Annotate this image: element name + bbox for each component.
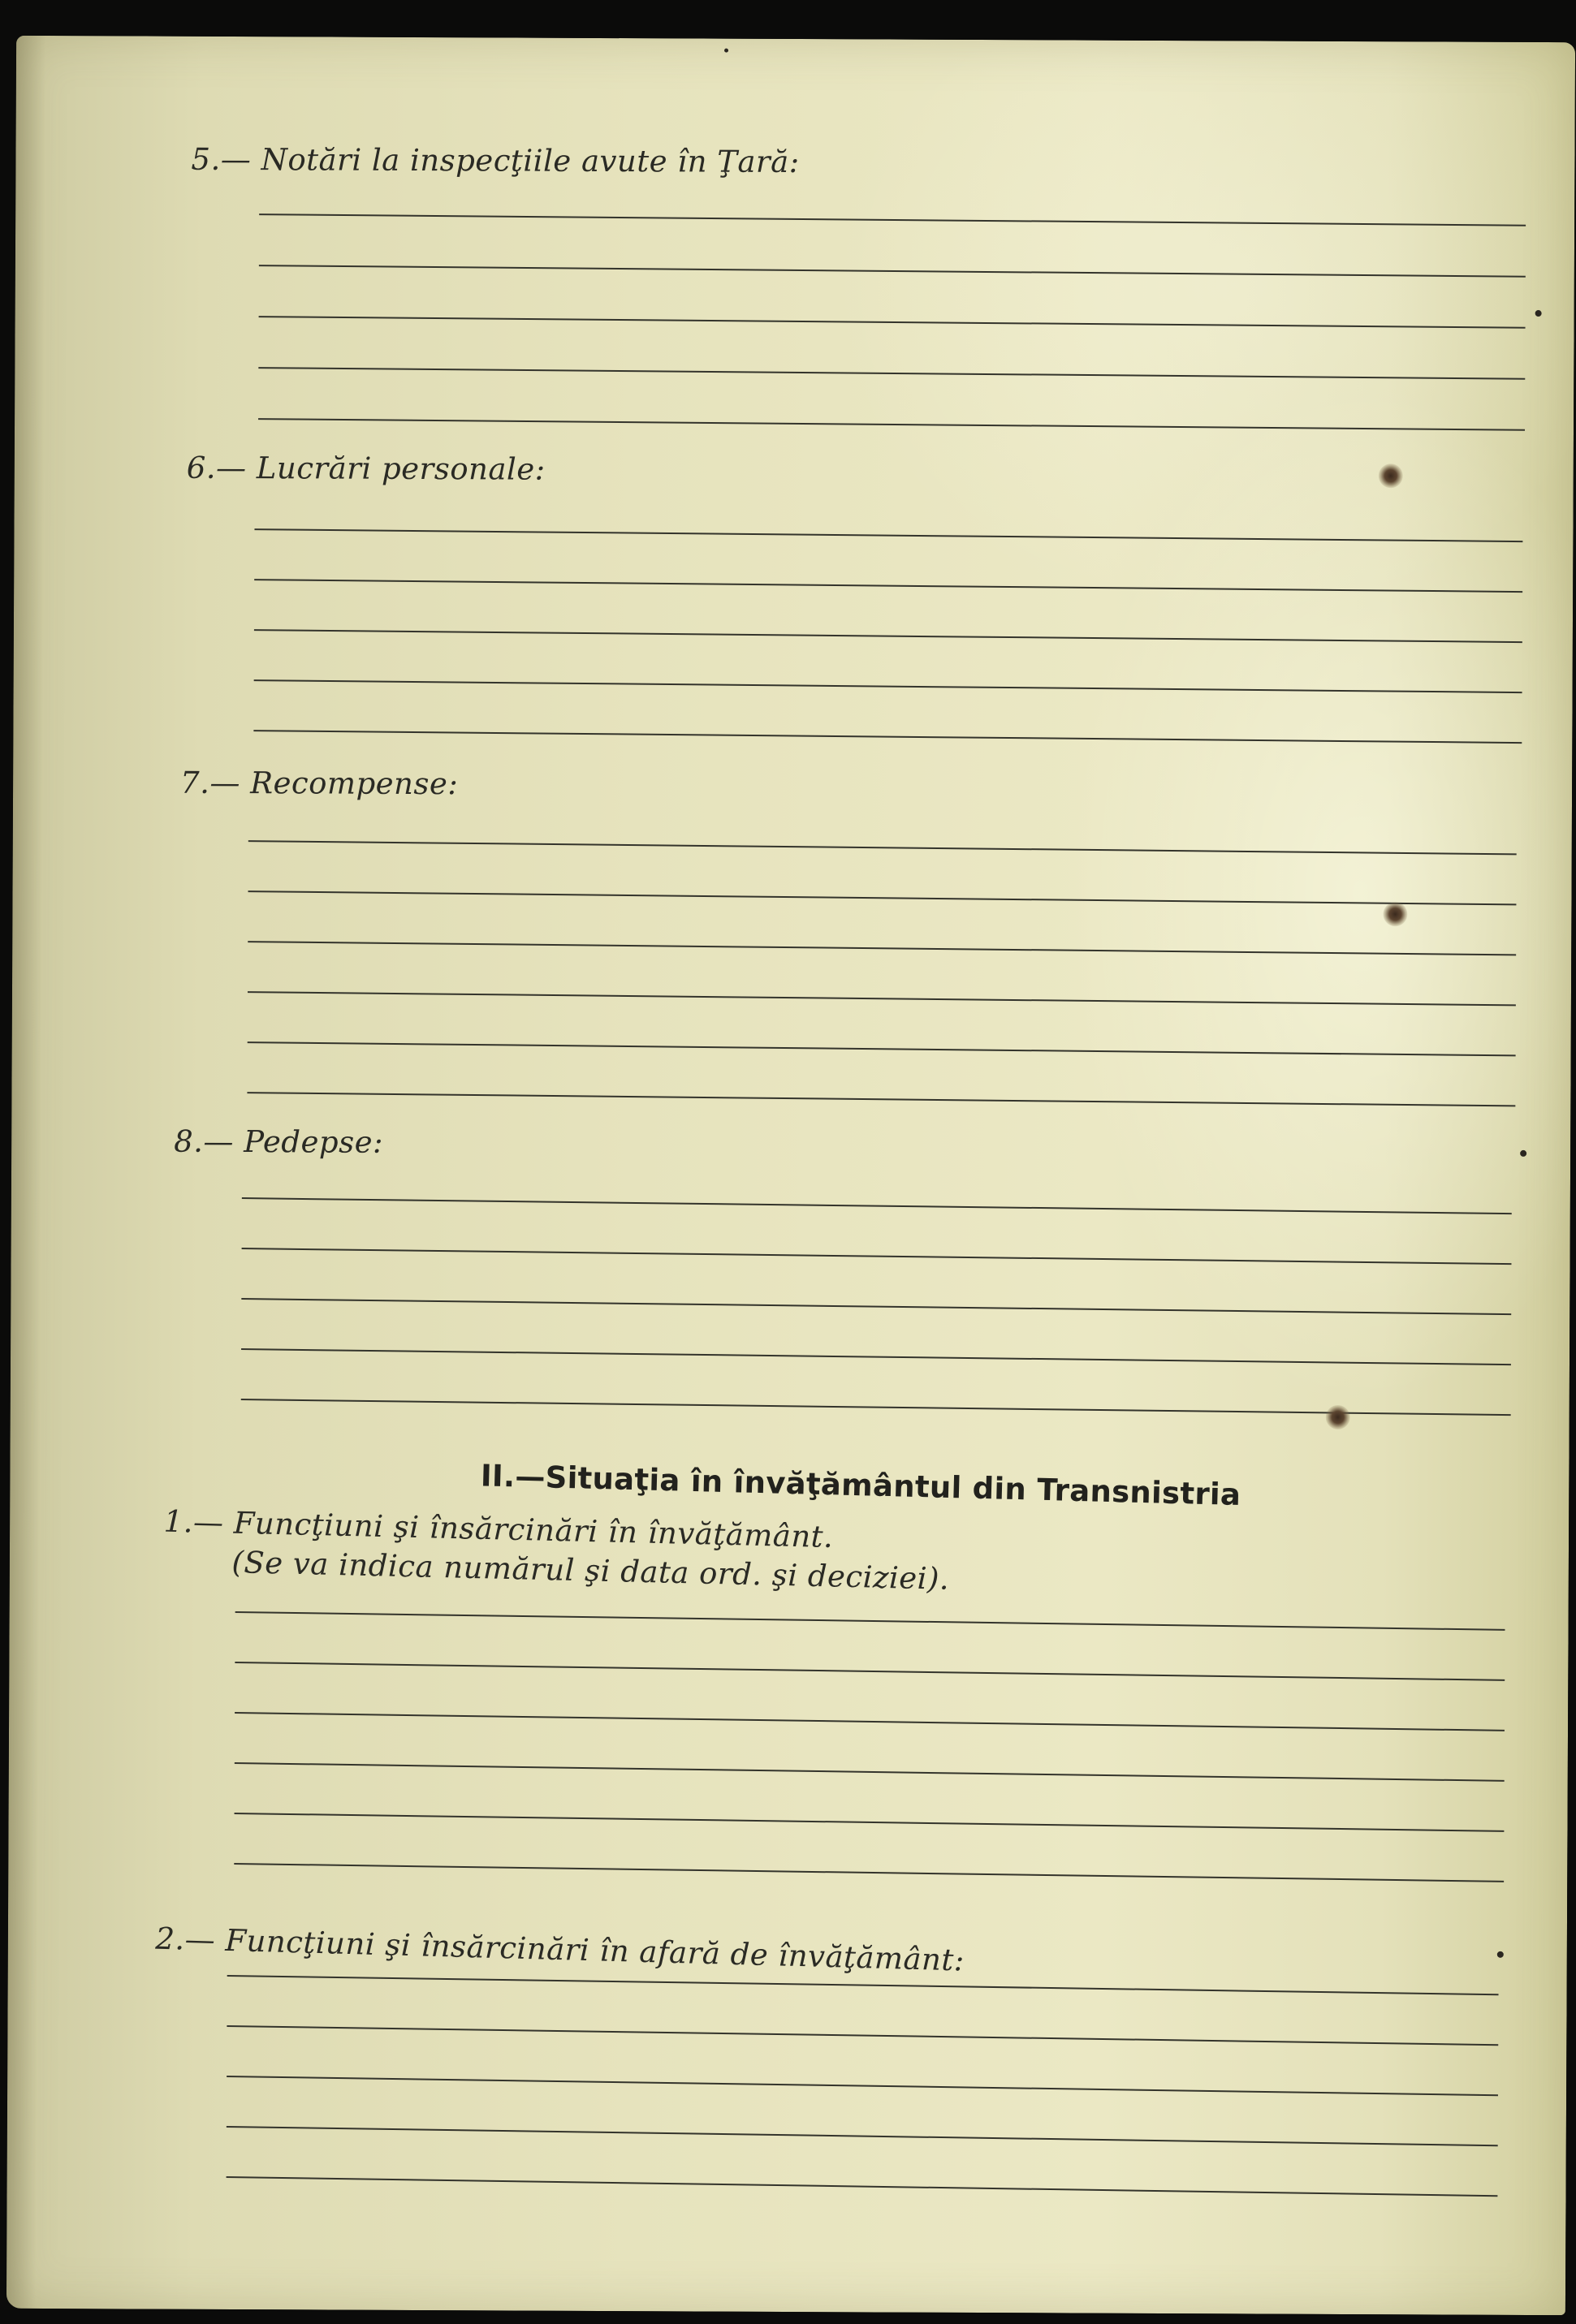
writing-line bbox=[259, 213, 1526, 226]
writing-line bbox=[254, 629, 1522, 643]
writing-line bbox=[235, 1813, 1505, 1832]
field-label-functiuni-invatamant: 1.— Funcţiuni şi însărcinări în învăţământ. bbox=[163, 1503, 834, 1555]
writing-line bbox=[227, 2126, 1498, 2146]
writing-line bbox=[253, 730, 1522, 744]
punch-hole bbox=[1383, 902, 1407, 926]
writing-line bbox=[248, 840, 1517, 855]
writing-line bbox=[248, 941, 1516, 955]
writing-line bbox=[259, 265, 1526, 278]
form-page bbox=[6, 36, 1575, 2315]
field-label-lucrari-personale: 6.— Lucrări personale: bbox=[186, 450, 546, 487]
writing-line bbox=[242, 1248, 1512, 1265]
writing-line bbox=[235, 1662, 1505, 1681]
section-heading-transnistria: II.—Situaţia în învăţământul din Transnistria bbox=[480, 1458, 1241, 1513]
writing-line bbox=[227, 2025, 1498, 2046]
field-label-recompense: 7.— Recompense: bbox=[180, 765, 459, 802]
paper-speck bbox=[1497, 1951, 1504, 1958]
paper-speck bbox=[724, 49, 728, 53]
punch-hole bbox=[1326, 1405, 1350, 1429]
field-label-functiuni-afara: 2.— Funcţiuni şi însărcinări în afară de învăţământ: bbox=[154, 1921, 965, 1978]
ruled-lines bbox=[16, 36, 1575, 42]
writing-line bbox=[242, 1197, 1512, 1214]
writing-line bbox=[234, 1863, 1504, 1882]
writing-line bbox=[254, 679, 1522, 693]
writing-line bbox=[235, 1611, 1505, 1631]
paper-speck bbox=[1535, 310, 1542, 317]
writing-line bbox=[241, 1348, 1511, 1365]
writing-line bbox=[258, 367, 1525, 380]
field-label-notari-inspectii: 5.— Notări la inspecţiile avute în Ţară: bbox=[191, 141, 800, 180]
writing-line bbox=[248, 991, 1516, 1006]
writing-line bbox=[241, 1298, 1511, 1315]
writing-line bbox=[227, 2076, 1498, 2096]
writing-line bbox=[241, 1399, 1511, 1416]
writing-line bbox=[248, 890, 1517, 905]
field-label-pedepse: 8.— Pedepse: bbox=[174, 1123, 384, 1160]
writing-line bbox=[258, 418, 1525, 431]
writing-line bbox=[235, 1762, 1505, 1782]
writing-line bbox=[227, 1975, 1499, 1995]
writing-line bbox=[235, 1712, 1505, 1731]
field-note-indicatie: (Se va indica numărul şi data ord. şi deciziei). bbox=[231, 1545, 950, 1597]
punch-hole bbox=[1379, 464, 1403, 488]
writing-line bbox=[254, 528, 1522, 542]
writing-line bbox=[248, 1041, 1516, 1056]
writing-line bbox=[247, 1092, 1515, 1106]
writing-line bbox=[227, 2176, 1498, 2197]
writing-line bbox=[254, 579, 1522, 593]
writing-line bbox=[259, 316, 1526, 329]
paper-speck bbox=[1520, 1150, 1526, 1157]
